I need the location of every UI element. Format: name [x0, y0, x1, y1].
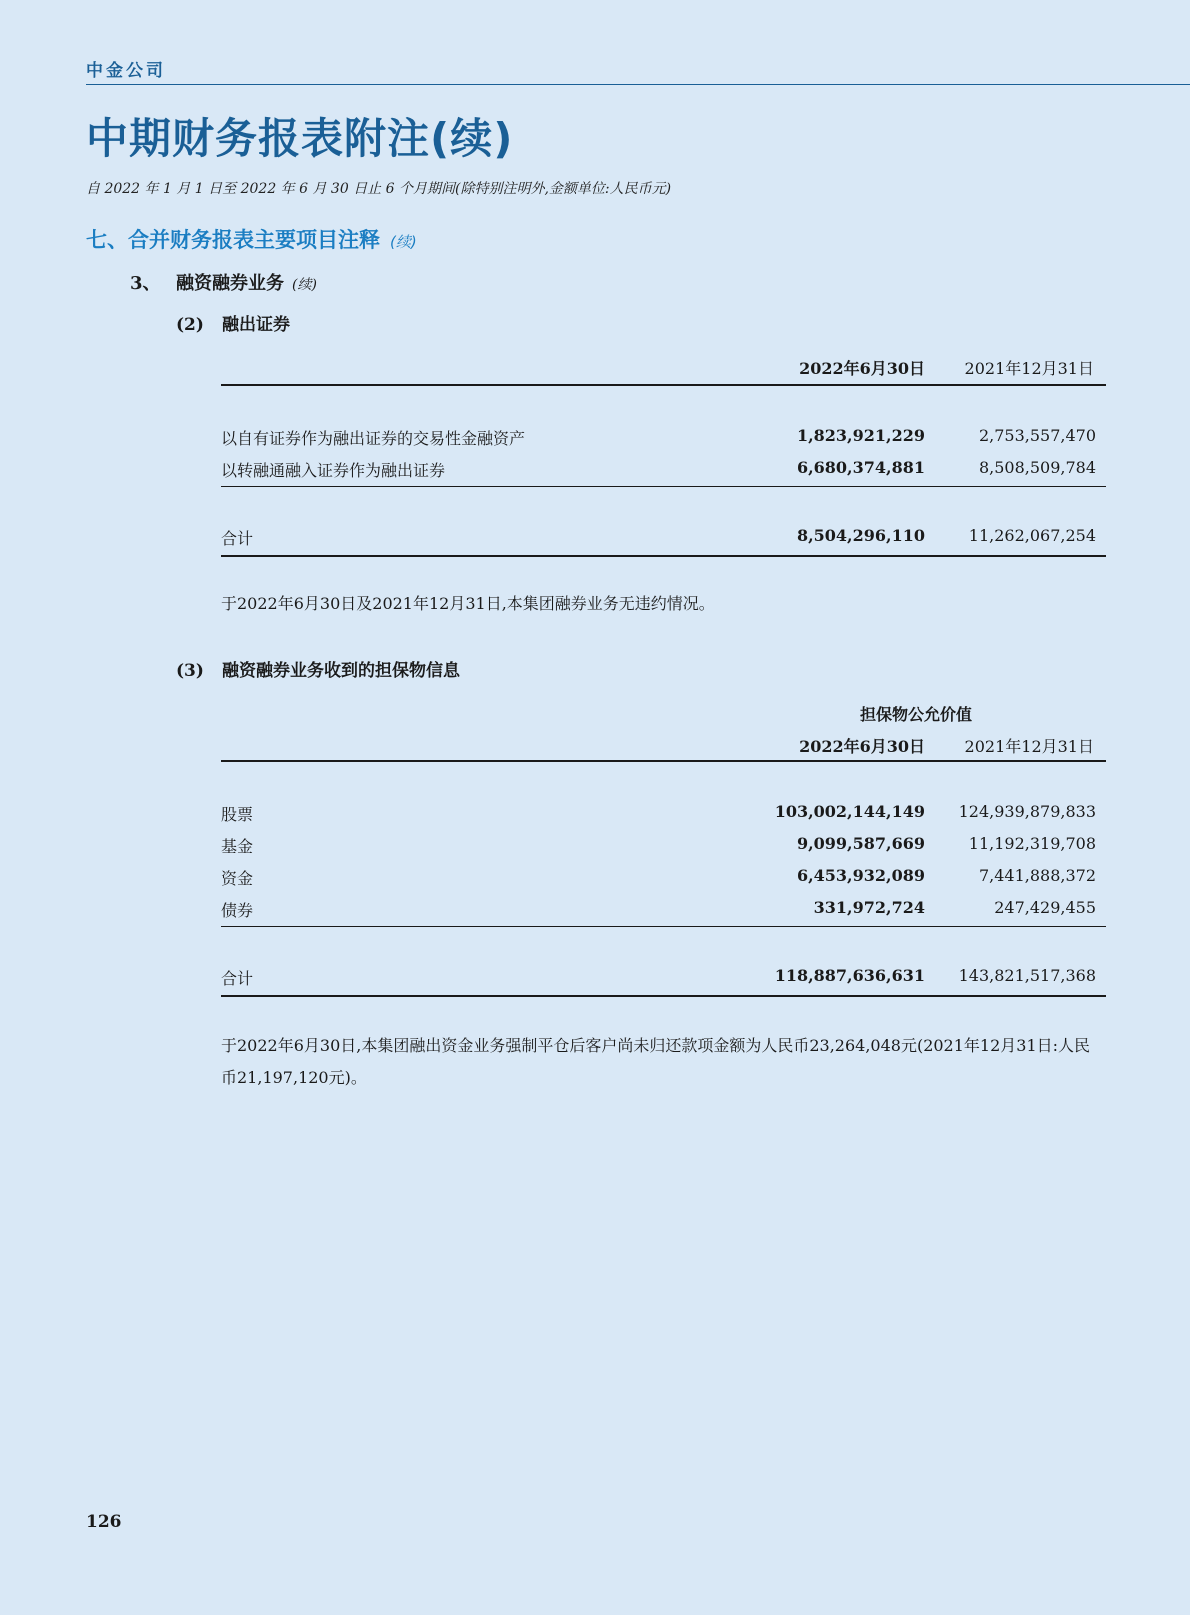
- header-col-2021: 2021年12月31日: [964, 359, 1094, 378]
- row-label: 基金: [221, 837, 254, 856]
- header-rule: [221, 760, 1106, 762]
- period-note: 自 2022 年 1 月 1 日至 2022 年 6 月 30 日止 6 个月期间(除特别注明外,金额单位:人民币元): [86, 181, 672, 197]
- total-label: 合计: [221, 529, 254, 548]
- subsection-number: 3、: [130, 273, 161, 294]
- section-cont: (续): [390, 233, 417, 251]
- row-label: 以转融通融入证券作为融出证券: [221, 461, 446, 480]
- header-rule: [221, 384, 1106, 386]
- item3-title: [176, 656, 460, 681]
- group-header: 担保物公允价值: [859, 705, 972, 724]
- row-label: 股票: [221, 805, 254, 824]
- item2-note: 于2022年6月30日及2021年12月31日,本集团融券业务无违约情况。: [221, 594, 715, 613]
- item2-number: (2): [176, 315, 204, 335]
- item2-label: 融出证券: [222, 315, 290, 335]
- row-value-2022: 1,823,921,229: [796, 426, 925, 445]
- total-row: [221, 966, 1106, 992]
- row-label: 债券: [221, 901, 254, 920]
- total-rule: [221, 995, 1106, 997]
- total-value-2021: 143,821,517,368: [958, 966, 1096, 985]
- section-title: [86, 224, 417, 254]
- total-label: 合计: [221, 969, 254, 988]
- subtotal-rule: [221, 486, 1106, 487]
- table-header: [221, 356, 1106, 382]
- header-col-2021: 2021年12月31日: [964, 737, 1094, 756]
- subsection-title: [130, 269, 317, 295]
- page-number: 126: [86, 1512, 122, 1532]
- table-row: [221, 802, 1106, 828]
- table-row: [221, 834, 1106, 860]
- row-value-2021: 7,441,888,372: [978, 866, 1096, 885]
- row-value-2021: 247,429,455: [994, 898, 1096, 917]
- item3-label: 融资融券业务收到的担保物信息: [222, 661, 460, 681]
- item3-number: (3): [176, 661, 204, 681]
- row-label: 资金: [221, 869, 254, 888]
- page-title: 中期财务报表附注(续): [86, 114, 514, 163]
- header-rule: [86, 84, 1190, 85]
- section-label: 七、合并财务报表主要项目注释: [86, 228, 380, 252]
- table-row: [221, 866, 1106, 892]
- row-value-2021: 2,753,557,470: [978, 426, 1096, 445]
- item2-title: [176, 310, 290, 335]
- total-row: [221, 526, 1106, 552]
- row-value-2021: 124,939,879,833: [958, 802, 1096, 821]
- subsection-cont: (续): [292, 277, 317, 293]
- company-name: 中金公司: [86, 61, 166, 81]
- header-col-2022: 2022年6月30日: [799, 737, 925, 756]
- row-value-2022: 6,453,932,089: [796, 866, 925, 885]
- row-value-2022: 331,972,724: [813, 898, 925, 917]
- row-value-2021: 11,192,319,708: [968, 834, 1096, 853]
- header-col-2022: 2022年6月30日: [799, 359, 925, 378]
- subsection-label: 融资融券业务: [176, 273, 284, 294]
- total-value-2022: 8,504,296,110: [796, 526, 925, 545]
- row-value-2022: 6,680,374,881: [796, 458, 925, 477]
- total-rule: [221, 555, 1106, 557]
- row-value-2022: 103,002,144,149: [774, 802, 925, 821]
- total-value-2022: 118,887,636,631: [774, 966, 925, 985]
- total-value-2021: 11,262,067,254: [968, 526, 1096, 545]
- table-row: [221, 898, 1106, 924]
- item3-note: 于2022年6月30日,本集团融出资金业务强制平仓后客户尚未归还款项金额为人民币23,264,048元(2021年12月31日:人民币21,197,120元)。: [221, 1036, 1091, 1087]
- row-value-2022: 9,099,587,669: [796, 834, 925, 853]
- row-label: 以自有证券作为融出证券的交易性金融资产: [221, 429, 526, 448]
- table-row: [221, 458, 1106, 484]
- table-header: [221, 734, 1106, 760]
- subtotal-rule: [221, 926, 1106, 927]
- table-row: [221, 426, 1106, 452]
- row-value-2021: 8,508,509,784: [978, 458, 1096, 477]
